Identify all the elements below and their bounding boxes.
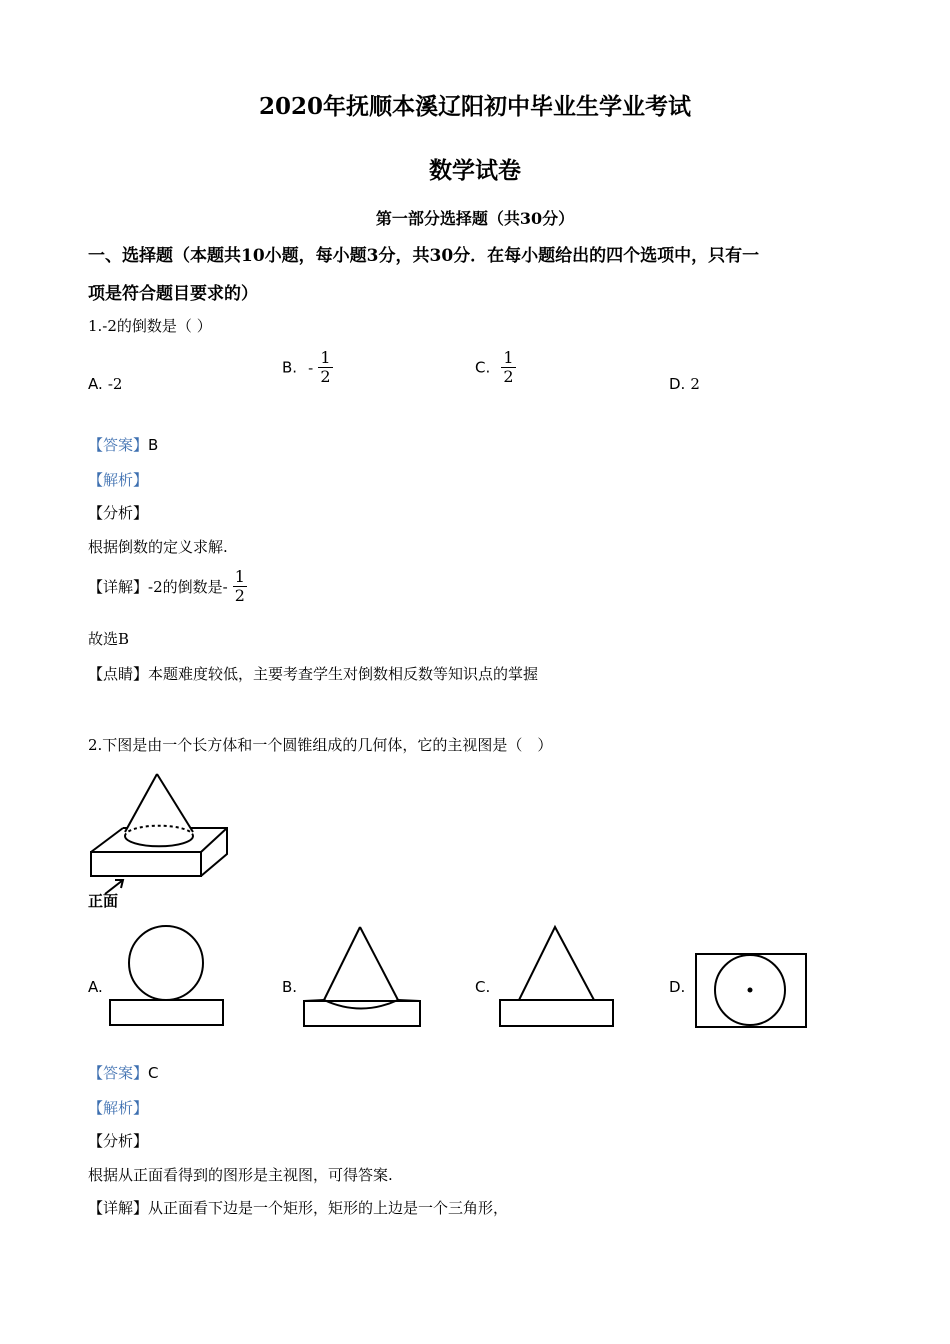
q1-option-c — [475, 349, 516, 386]
q1-conclusion: 故选B — [88, 630, 130, 648]
q2-detail — [88, 1197, 508, 1218]
q2-answer — [88, 1062, 159, 1083]
q2-option-c-label: C. — [475, 978, 491, 996]
q2-detail-tag: 【详解】 — [88, 1199, 149, 1217]
cone-base-front — [125, 836, 193, 846]
q2-answer-tag: 【答案】 — [88, 1064, 149, 1082]
q2-stem-text: 2.下图是由一个长方体和一个圆锥组成的几何体，它的主视图是（ ） — [88, 736, 553, 754]
q1-detail-fraction — [233, 568, 247, 605]
q1-option-c-denominator: 2 — [503, 367, 514, 386]
q1-detail-text: -2的倒数是- — [148, 578, 228, 596]
q1-detail-denominator: 2 — [234, 586, 245, 605]
prism-front-face — [91, 852, 201, 876]
q1-stem: 1.-2的倒数是（ ） — [88, 317, 212, 335]
q1-option-a-label: A. — [88, 375, 103, 393]
q2-option-b-figure — [302, 925, 424, 1030]
q2-option-a-figure — [108, 925, 228, 1030]
q2-option-d-figure — [694, 952, 809, 1030]
q1-option-b-sign: - — [308, 358, 314, 377]
q1-option-b — [282, 349, 333, 386]
q2-front-label: 正面 — [88, 892, 119, 910]
exam-title: 2020年抚顺本溪辽阳初中毕业生学业考试 — [258, 93, 691, 120]
q1-option-b-label: B. — [282, 358, 298, 377]
exam-subtitle: 数学试卷 — [429, 157, 521, 184]
q2-option-a-label: A. — [88, 978, 103, 996]
q1-comment-tag: 【点睛】 — [88, 665, 149, 683]
q2-detail-text: 从正面看下边是一个矩形，矩形的上边是一个三角形， — [148, 1199, 509, 1217]
q1-option-c-numerator: 1 — [503, 348, 514, 367]
q1-detail — [88, 568, 247, 605]
q1-option-b-fraction — [318, 349, 332, 386]
section-heading-line1: 一、选择题（本题共10小题，每小题3分，共30分．在每小题给出的四个选项中，只有一 — [88, 246, 760, 266]
cone-right-edge — [157, 774, 193, 832]
q1-option-b-numerator: 1 — [320, 348, 331, 367]
q1-answer — [88, 434, 158, 455]
q1-option-d-label: D. — [669, 375, 686, 393]
q1-detail-numerator: 1 — [234, 567, 245, 586]
q2-option-d-label: D. — [669, 978, 686, 996]
q2-option-c-figure — [498, 925, 618, 1030]
q1-option-c-label: C. — [475, 358, 491, 377]
q2-analysis-tag: 【解析】 — [88, 1099, 149, 1117]
q2-fenxi-tag: 【分析】 — [88, 1132, 149, 1150]
q1-option-d-value: 2 — [690, 375, 700, 393]
q1-option-b-denominator: 2 — [320, 367, 331, 386]
q2-fenxi-text: 根据从正面看得到的图形是主视图，可得答案. — [88, 1166, 393, 1184]
q1-option-a — [88, 374, 122, 393]
cone-base-back — [125, 826, 193, 836]
q1-comment — [88, 663, 538, 684]
part-heading: 第一部分选择题（共30分） — [375, 209, 575, 228]
q1-option-a-value: -2 — [107, 375, 123, 393]
q1-comment-text: 本题难度较低，主要考查学生对倒数相反数等知识点的掌握 — [148, 665, 539, 683]
q1-analysis-tag: 【解析】 — [88, 471, 149, 489]
cone-left-edge — [125, 774, 157, 832]
q1-answer-tag: 【答案】 — [88, 436, 149, 454]
section-heading-line2: 项是符合题目要求的） — [88, 284, 258, 304]
q1-detail-tag: 【详解】 — [88, 578, 149, 596]
q2-option-b-label: B. — [282, 978, 298, 996]
q1-fenxi-tag: 【分析】 — [88, 504, 149, 522]
q1-fenxi-text: 根据倒数的定义求解. — [88, 538, 228, 556]
q1-option-c-fraction — [501, 349, 515, 386]
q1-answer-value: B — [148, 436, 159, 454]
q2-stem — [88, 734, 552, 755]
q1-option-d — [669, 374, 700, 393]
q2-answer-value: C — [148, 1064, 159, 1082]
